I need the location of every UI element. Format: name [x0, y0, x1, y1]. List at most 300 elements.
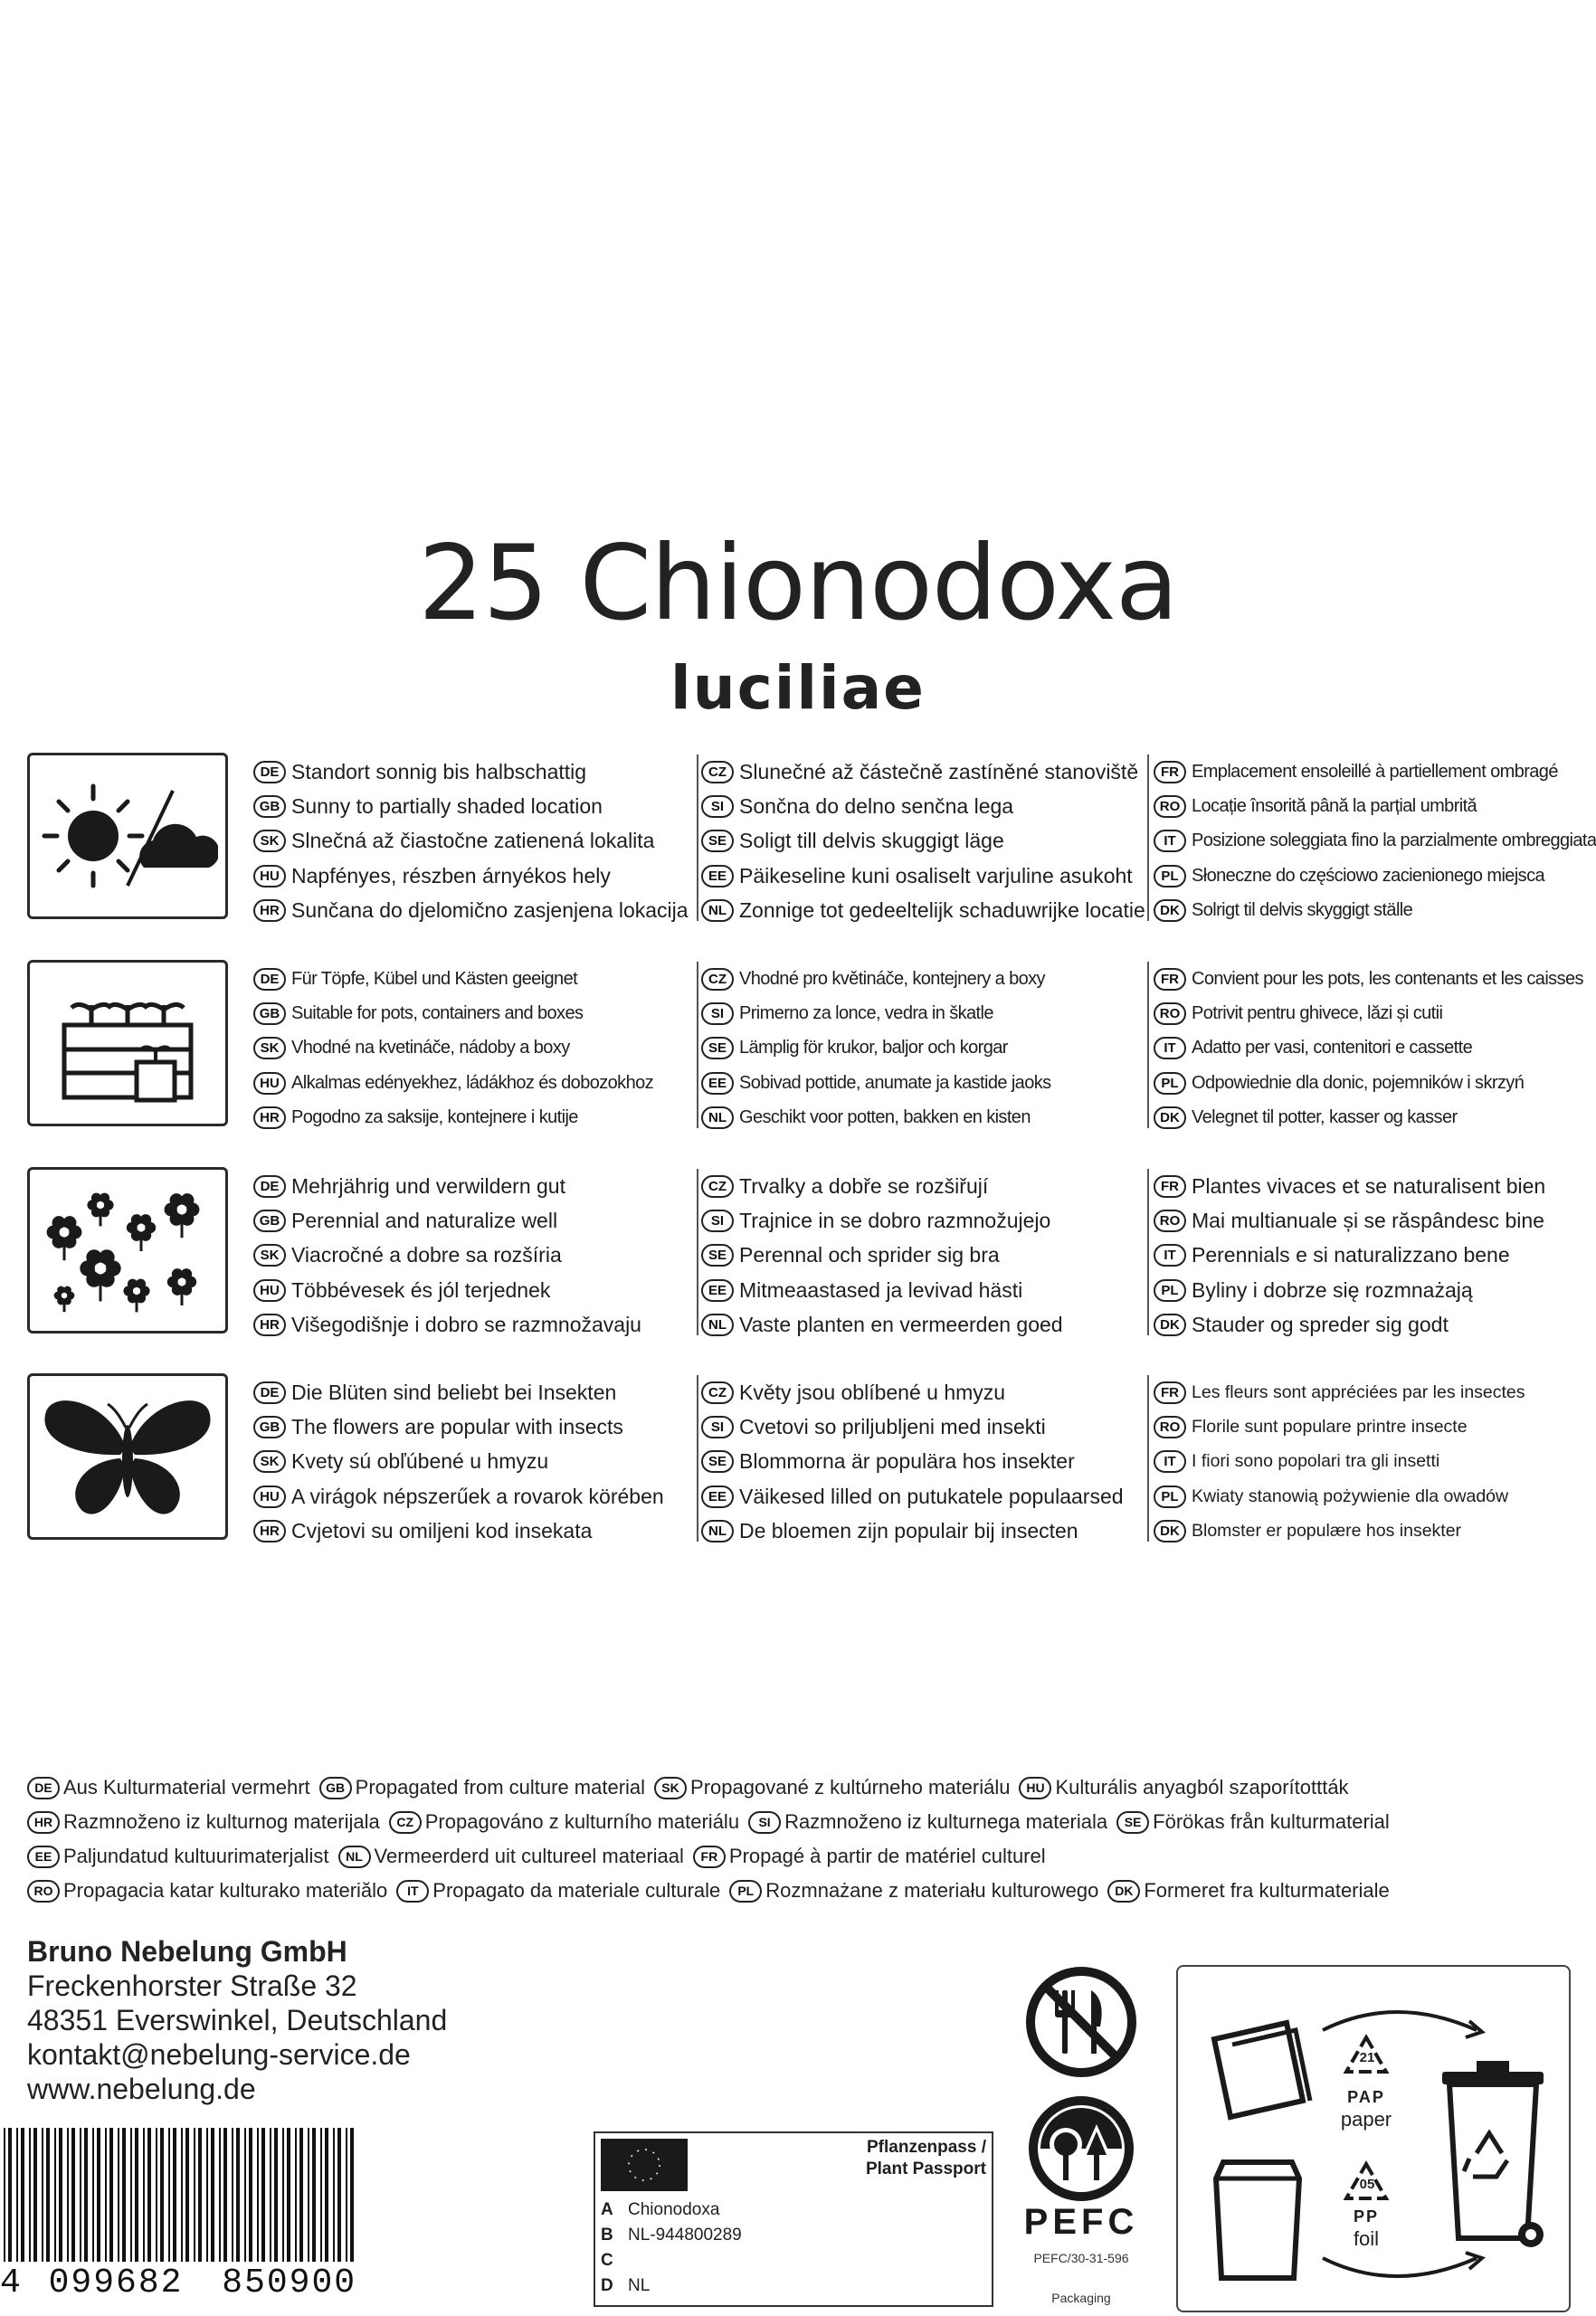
country-code-badge: SE: [1116, 1811, 1149, 1834]
info-line: [701, 1031, 1154, 1066]
info-text: Sobivad pottide, anumate ja kastide jaoks: [739, 1072, 1051, 1093]
country-code-badge: GB: [253, 1002, 286, 1025]
country-code-badge: NL: [701, 1106, 734, 1129]
info-line: [1154, 1375, 1596, 1410]
info-text: Byliny i dobrze się rozmnażają: [1192, 1277, 1473, 1302]
country-code-badge: FR: [1154, 761, 1186, 783]
info-line: [701, 755, 1154, 789]
company-city: 48351 Everswinkel, Deutschland: [27, 2004, 448, 2036]
butterfly-icon: [27, 1373, 228, 1540]
info-line: [1154, 1066, 1596, 1100]
column-divider: [697, 1375, 698, 1542]
info-column-1: [253, 1375, 706, 1549]
info-line: [701, 859, 1154, 893]
propagation-text: Formeret fra kulturmateriale: [1144, 1879, 1390, 1902]
passport-label-b: B: [601, 2226, 613, 2245]
plant-passport-title: [866, 2137, 986, 2180]
info-text: Solrigt til delvis skyggigt ställe: [1192, 900, 1413, 921]
info-block-3: [27, 1167, 1576, 1337]
info-text: Mehrjährig und verwildern gut: [291, 1173, 565, 1198]
propagation-text: Propagované z kultúrneho materiálu: [690, 1776, 1011, 1799]
flowers-icon: [27, 1167, 228, 1334]
passport-row-c: [601, 2251, 628, 2271]
info-line: [253, 1308, 706, 1343]
company-website[interactable]: www.nebelung.de: [27, 2073, 256, 2105]
info-line: [253, 1066, 706, 1100]
propagation-item: [27, 1810, 380, 1834]
info-line: [253, 1375, 706, 1410]
propagation-line: [27, 1879, 1583, 1903]
column-divider: [697, 962, 698, 1128]
info-text: Vaste planten en vermeerden goed: [739, 1313, 1063, 1337]
country-code-badge: IT: [1154, 1244, 1186, 1267]
country-code-badge: DE: [253, 968, 286, 991]
info-text: Emplacement ensoleillé à partiellement ombragé: [1192, 761, 1558, 782]
info-text: Perennials e si naturalizzano bene: [1192, 1243, 1510, 1267]
country-code-badge: FR: [1154, 1381, 1186, 1404]
company-street: Freckenhorster Straße 32: [27, 1970, 357, 2002]
info-text: Posizione soleggiata fino la parzialmente ombreggiata: [1192, 831, 1596, 851]
country-code-badge: DE: [253, 1381, 286, 1404]
country-code-badge: HR: [253, 1314, 286, 1336]
info-line: [701, 1410, 1154, 1444]
info-line: [701, 1479, 1154, 1514]
country-code-badge: SI: [748, 1811, 781, 1834]
info-line: [1154, 962, 1596, 996]
info-line: [253, 1514, 706, 1549]
info-line: [701, 824, 1154, 859]
info-text: Mai multianuale și se răspândesc bine: [1192, 1209, 1544, 1233]
info-line: [1154, 1273, 1596, 1307]
info-line: [701, 1375, 1154, 1410]
column-divider: [697, 1169, 698, 1335]
info-text: Päikeseline kuni osaliselt varjuline asukoht: [739, 863, 1133, 887]
info-text: Velegnet til potter, kasser og kasser: [1192, 1107, 1458, 1128]
pap-code: PAP: [1347, 2088, 1385, 2106]
info-text: Les fleurs sont appréciées par les insectes: [1192, 1381, 1525, 1402]
country-code-badge: HR: [27, 1811, 60, 1834]
info-text: Viacročné a dobre sa rozšíria: [291, 1243, 562, 1267]
info-line: [253, 1203, 706, 1238]
info-text: Väikesed lilled on putukatele populaarsed: [739, 1484, 1124, 1508]
info-text: Odpowiednie dla donic, pojemników i skrzyń: [1192, 1072, 1525, 1093]
propagation-item: [396, 1879, 720, 1903]
info-line: [253, 1445, 706, 1479]
company-address: [27, 1934, 447, 2106]
info-line: [701, 1169, 1154, 1203]
propagation-text: Vermeerderd uit cultureel materiaal: [374, 1845, 684, 1867]
info-column-3: [1154, 1169, 1596, 1343]
plant-passport-title-de: Pflanzenpass /: [867, 2138, 986, 2157]
country-code-badge: GB: [253, 795, 286, 818]
info-text: Višegodišnje i dobro se razmnožavaju: [291, 1313, 641, 1337]
info-line: [701, 1445, 1154, 1479]
propagation-item: [27, 1845, 329, 1868]
country-code-badge: IT: [1154, 1037, 1186, 1059]
info-line: [1154, 1203, 1596, 1238]
info-line: [253, 755, 706, 789]
propagation-text: Rozmnażane z materiału kulturowego: [765, 1879, 1099, 1902]
country-code-badge: RO: [1154, 795, 1186, 818]
info-text: Květy jsou oblíbené u hmyzu: [739, 1380, 1006, 1404]
info-text: Sunčana do djelomično zasjenjena lokacija: [291, 898, 689, 923]
info-text: Stauder og spreder sig godt: [1192, 1313, 1449, 1337]
country-code-badge: CZ: [701, 1381, 734, 1404]
info-text: Geschikt voor potten, bakken en kisten: [739, 1107, 1031, 1128]
country-code-badge: DE: [253, 1175, 286, 1198]
info-text: Die Blüten sind beliebt bei Insekten: [291, 1380, 617, 1404]
country-code-badge: HR: [253, 1520, 286, 1542]
propagation-text: Kulturális anyagból szaporítottták: [1055, 1776, 1349, 1799]
info-line: [701, 1308, 1154, 1343]
country-code-badge: HU: [253, 1279, 286, 1302]
info-line: [253, 1479, 706, 1514]
country-code-badge: DK: [1154, 899, 1186, 922]
info-column-1: [253, 755, 706, 928]
column-divider: [1147, 1169, 1149, 1335]
barcode-number: [0, 2264, 356, 2302]
country-code-badge: PL: [1154, 1279, 1186, 1302]
info-text: A virágok népszerűek a rovarok körében: [291, 1484, 664, 1508]
info-text: Perennal och sprider sig bra: [739, 1243, 1000, 1267]
country-code-badge: RO: [1154, 1210, 1186, 1232]
info-column-1: [253, 1169, 706, 1343]
country-code-badge: FR: [1154, 968, 1186, 991]
country-code-badge: HU: [253, 865, 286, 887]
info-line: [1154, 755, 1596, 789]
info-text: Többévesek és jól terjednek: [291, 1277, 551, 1302]
info-text: Für Töpfe, Kübel und Kästen geeignet: [291, 968, 578, 989]
propagation-line: [27, 1810, 1583, 1834]
planter-boxes-icon: [27, 960, 228, 1126]
bag-icon: [1216, 2162, 1299, 2278]
passport-row-d: [601, 2276, 650, 2296]
country-code-badge: FR: [693, 1846, 726, 1868]
info-text: I fiori sono popolari tra gli insetti: [1192, 1451, 1440, 1472]
info-text: Cvjetovi su omiljeni kod insekata: [291, 1519, 593, 1543]
country-code-badge: SE: [701, 830, 734, 852]
pefc-code: PEFC/30-31-596: [1033, 2251, 1129, 2265]
info-text: Plantes vivaces et se naturalisent bien: [1192, 1173, 1546, 1198]
country-code-badge: EE: [701, 1279, 734, 1302]
info-line: [1154, 789, 1596, 823]
pefc-caption: Packaging: [1051, 2291, 1111, 2305]
country-code-badge: SK: [253, 830, 286, 852]
propagation-text: Aus Kulturmaterial vermehrt: [63, 1776, 310, 1799]
info-text: Primerno za lonce, vedra in škatle: [739, 1003, 993, 1024]
info-text: Potrivit pentru ghivece, lăzi și cutii: [1192, 1003, 1443, 1024]
info-text: Suitable for pots, containers and boxes: [291, 1003, 584, 1024]
propagation-item: [654, 1776, 1010, 1799]
info-text: Slnečná až čiastočne zatienená lokalita: [291, 829, 655, 853]
propagation-line: [27, 1845, 1583, 1868]
country-code-badge: DK: [1154, 1106, 1186, 1129]
propagation-item: [389, 1810, 739, 1834]
country-code-badge: GB: [253, 1210, 286, 1232]
company-email[interactable]: kontakt@nebelung-service.de: [27, 2038, 411, 2071]
country-code-badge: CZ: [701, 968, 734, 991]
info-text: Zonnige tot gedeeltelijk schaduwrijke locatie: [739, 898, 1145, 923]
info-line: [253, 1031, 706, 1066]
page-subtitle: luciliae: [670, 653, 926, 723]
info-line: [253, 1239, 706, 1273]
pp-label: foil: [1353, 2227, 1380, 2250]
country-code-badge: EE: [701, 1072, 734, 1095]
info-block-2: [27, 960, 1583, 1130]
info-column-2: [701, 962, 1154, 1135]
country-code-badge: HU: [253, 1072, 286, 1095]
info-line: [1154, 859, 1596, 893]
country-code-badge: HR: [253, 899, 286, 922]
recycling-pictogram: [1176, 1965, 1571, 2312]
country-code-badge: HU: [1019, 1777, 1051, 1799]
info-text: Kwiaty stanowią pożywienie dla owadów: [1192, 1485, 1509, 1506]
info-text: Standort sonnig bis halbschattig: [291, 759, 587, 783]
country-code-badge: NL: [701, 1520, 734, 1542]
info-text: Pogodno za saksije, kontejnere i kutije: [291, 1107, 578, 1128]
info-text: Trvalky a dobře se rozšiřují: [739, 1173, 989, 1198]
country-code-badge: NL: [701, 899, 734, 922]
pap-number: 21: [1359, 2050, 1375, 2065]
propagation-text: Propagé à partir de matériel culturel: [728, 1845, 1046, 1867]
info-block-1: [27, 753, 1596, 923]
info-text: Alkalmas edényekhez, ládákhoz és dobozokhoz: [291, 1072, 654, 1093]
propagation-line: [27, 1776, 1583, 1799]
info-text: Blommorna är populära hos insekter: [739, 1449, 1075, 1474]
country-code-badge: DK: [1154, 1314, 1186, 1336]
country-code-badge: SE: [701, 1244, 734, 1267]
info-line: [253, 1273, 706, 1307]
info-line: [701, 1273, 1154, 1307]
country-code-badge: SI: [701, 795, 734, 818]
info-line: [701, 962, 1154, 996]
info-line: [701, 1101, 1154, 1135]
info-column-2: [701, 1169, 1154, 1343]
info-line: [253, 1410, 706, 1444]
info-line: [1154, 996, 1596, 1030]
pp-code: PP: [1353, 2207, 1379, 2226]
propagation-item: [1019, 1776, 1348, 1799]
page-title: 25 Chionodoxa: [418, 523, 1178, 643]
info-line: [1154, 1410, 1596, 1444]
info-line: [253, 894, 706, 928]
info-column-2: [701, 755, 1154, 928]
propagation-item: [338, 1845, 684, 1868]
info-line: [701, 1203, 1154, 1238]
info-text: Perennial and naturalize well: [291, 1209, 558, 1233]
propagation-text: Propagated from culture material: [355, 1776, 646, 1799]
info-line: [1154, 1308, 1596, 1343]
info-line: [1154, 1239, 1596, 1273]
info-line: [253, 962, 706, 996]
propagation-text: Propagacia katar kulturako materiălo: [63, 1879, 388, 1902]
country-code-badge: GB: [319, 1777, 352, 1799]
country-code-badge: DE: [27, 1777, 60, 1799]
sun-cloud-icon: [27, 753, 228, 919]
plant-passport: [594, 2131, 993, 2307]
country-code-badge: SI: [701, 1002, 734, 1025]
country-code-badge: PL: [1154, 865, 1186, 887]
info-line: [1154, 1031, 1596, 1066]
country-code-badge: DK: [1154, 1520, 1186, 1542]
propagation-text: Propagato da materiale culturale: [432, 1879, 721, 1902]
info-column-3: [1154, 755, 1596, 928]
info-line: [701, 996, 1154, 1030]
country-code-badge: RO: [1154, 1002, 1186, 1025]
info-line: [701, 1066, 1154, 1100]
country-code-badge: SK: [253, 1037, 286, 1059]
passport-label-a: A: [601, 2200, 613, 2219]
info-line: [253, 824, 706, 859]
passport-row-b: [601, 2226, 742, 2245]
propagation-text: Förökas från kulturmaterial: [1153, 1810, 1390, 1833]
country-code-badge: DK: [1107, 1880, 1140, 1903]
info-line: [1154, 1445, 1596, 1479]
country-code-badge: CZ: [701, 1175, 734, 1198]
country-code-badge: RO: [27, 1880, 60, 1903]
propagation-text: Paljundatud kultuurimaterjalist: [63, 1845, 329, 1867]
barcode-digits-mid: 099682: [48, 2264, 184, 2302]
country-code-badge: IT: [396, 1880, 429, 1903]
info-line: [253, 1169, 706, 1203]
info-text: Cvetovi so priljubljeni med insekti: [739, 1415, 1046, 1439]
passport-label-c: C: [601, 2251, 613, 2270]
info-text: Lämplig för krukor, baljor och korgar: [739, 1038, 1008, 1058]
column-divider: [1147, 962, 1149, 1128]
country-code-badge: DE: [253, 761, 286, 783]
propagation-text: Razmnoženo iz kulturnog materijala: [63, 1810, 380, 1833]
info-text: The flowers are popular with insects: [291, 1415, 623, 1439]
info-text: Vhodné na kvetináče, nádoby a boxy: [291, 1038, 570, 1058]
info-text: Trajnice in se dobro razmnožujejo: [739, 1209, 1051, 1233]
propagation-text: Razmnoženo iz kulturnega materiala: [784, 1810, 1108, 1833]
info-line: [253, 859, 706, 893]
propagation-item: [748, 1810, 1107, 1834]
info-column-1: [253, 962, 706, 1135]
country-code-badge: SK: [654, 1777, 687, 1799]
plant-passport-title-en: Plant Passport: [865, 2159, 986, 2178]
info-text: Adatto per vasi, contenitori e cassette: [1192, 1038, 1473, 1058]
info-line: [1154, 824, 1596, 859]
info-line: [253, 789, 706, 823]
passport-value-b: NL-944800289: [628, 2226, 742, 2245]
country-code-badge: IT: [1154, 830, 1186, 852]
info-text: Blomster er populære hos insekter: [1192, 1521, 1462, 1542]
info-column-2: [701, 1375, 1154, 1549]
passport-value-a: Chionodoxa: [628, 2200, 720, 2219]
info-line: [701, 1239, 1154, 1273]
country-code-badge: SE: [701, 1037, 734, 1059]
info-line: [1154, 1479, 1596, 1514]
country-code-badge: SI: [701, 1416, 734, 1438]
passport-value-d: NL: [628, 2276, 651, 2295]
pefc-logo: [1013, 2090, 1149, 2314]
country-code-badge: NL: [338, 1846, 371, 1868]
country-code-badge: SE: [701, 1450, 734, 1473]
info-line: [1154, 1101, 1596, 1135]
propagation-item: [1107, 1879, 1389, 1903]
info-text: De bloemen zijn populair bij insecten: [739, 1519, 1078, 1543]
country-code-badge: EE: [27, 1846, 60, 1868]
info-line: [701, 1514, 1154, 1549]
pefc-name: PEFC: [1023, 2202, 1139, 2242]
info-line: [253, 996, 706, 1030]
pefc-tree-icon: [1013, 2090, 1149, 2207]
country-code-badge: NL: [701, 1314, 734, 1336]
country-code-badge: CZ: [389, 1811, 422, 1834]
info-text: Słoneczne do częściowo zacienionego miejsca: [1192, 865, 1544, 886]
country-code-badge: PL: [1154, 1072, 1186, 1095]
info-text: Mitmeaastased ja levivad hästi: [739, 1277, 1023, 1302]
info-line: [253, 1101, 706, 1135]
country-code-badge: FR: [1154, 1175, 1186, 1198]
propagation-item: [27, 1879, 387, 1903]
country-code-badge: PL: [1154, 1485, 1186, 1508]
propagation-item: [319, 1776, 645, 1799]
column-divider: [1147, 755, 1149, 921]
barcode-digit-left: 4: [0, 2264, 23, 2302]
info-text: Convient pour les pots, les contenants et les caisses: [1192, 968, 1583, 989]
propagation-item: [1116, 1810, 1390, 1834]
country-code-badge: CZ: [701, 761, 734, 783]
info-text: Napfényes, részben árnyékos hely: [291, 863, 611, 887]
info-text: Sunny to partially shaded location: [291, 794, 603, 819]
not-food-safe-icon: [1022, 1963, 1140, 2081]
pp-number: 05: [1359, 2177, 1375, 2192]
company-name: Bruno Nebelung GmbH: [27, 1935, 347, 1968]
info-text: Soligt till delvis skuggigt läge: [739, 829, 1004, 853]
propagation-item: [693, 1845, 1046, 1868]
column-divider: [697, 755, 698, 921]
propagation-item: [729, 1879, 1098, 1903]
propagation-text: Propagováno z kulturního materiálu: [424, 1810, 740, 1833]
info-text: Kvety sú obľúbené u hmyzu: [291, 1449, 549, 1474]
country-code-badge: SI: [701, 1210, 734, 1232]
info-text: Locație însorită până la parțial umbrită: [1192, 796, 1477, 817]
barcode: [0, 2128, 362, 2309]
passport-row-a: [601, 2200, 719, 2220]
info-text: Florile sunt populare printre insecte: [1192, 1417, 1468, 1438]
country-code-badge: EE: [701, 1485, 734, 1508]
column-divider: [1147, 1375, 1149, 1542]
info-column-3: [1154, 1375, 1596, 1549]
info-line: [1154, 894, 1596, 928]
paper-sheet-icon: [1214, 2023, 1310, 2117]
country-code-badge: HR: [253, 1106, 286, 1129]
info-text: Vhodné pro květináče, kontejnery a boxy: [739, 968, 1045, 989]
country-code-badge: SK: [253, 1450, 286, 1473]
country-code-badge: PL: [729, 1880, 762, 1903]
info-line: [1154, 1169, 1596, 1203]
pap-label: paper: [1340, 2108, 1392, 2131]
info-text: Slunečné až částečně zastíněné stanoviště: [739, 759, 1139, 783]
info-column-3: [1154, 962, 1596, 1135]
barcode-digits-right: 850900: [222, 2264, 357, 2302]
eu-flag-icon: [601, 2139, 688, 2191]
country-code-badge: HU: [253, 1485, 286, 1508]
propagation-item: [27, 1776, 310, 1799]
country-code-badge: RO: [1154, 1416, 1186, 1438]
info-text: Sončna do delno senčna lega: [739, 794, 1014, 819]
country-code-badge: GB: [253, 1416, 286, 1438]
country-code-badge: EE: [701, 865, 734, 887]
recycling-bin-icon: [1442, 2061, 1544, 2247]
info-line: [701, 894, 1154, 928]
info-line: [701, 789, 1154, 823]
country-code-badge: SK: [253, 1244, 286, 1267]
passport-label-d: D: [601, 2276, 613, 2295]
info-line: [1154, 1514, 1596, 1549]
